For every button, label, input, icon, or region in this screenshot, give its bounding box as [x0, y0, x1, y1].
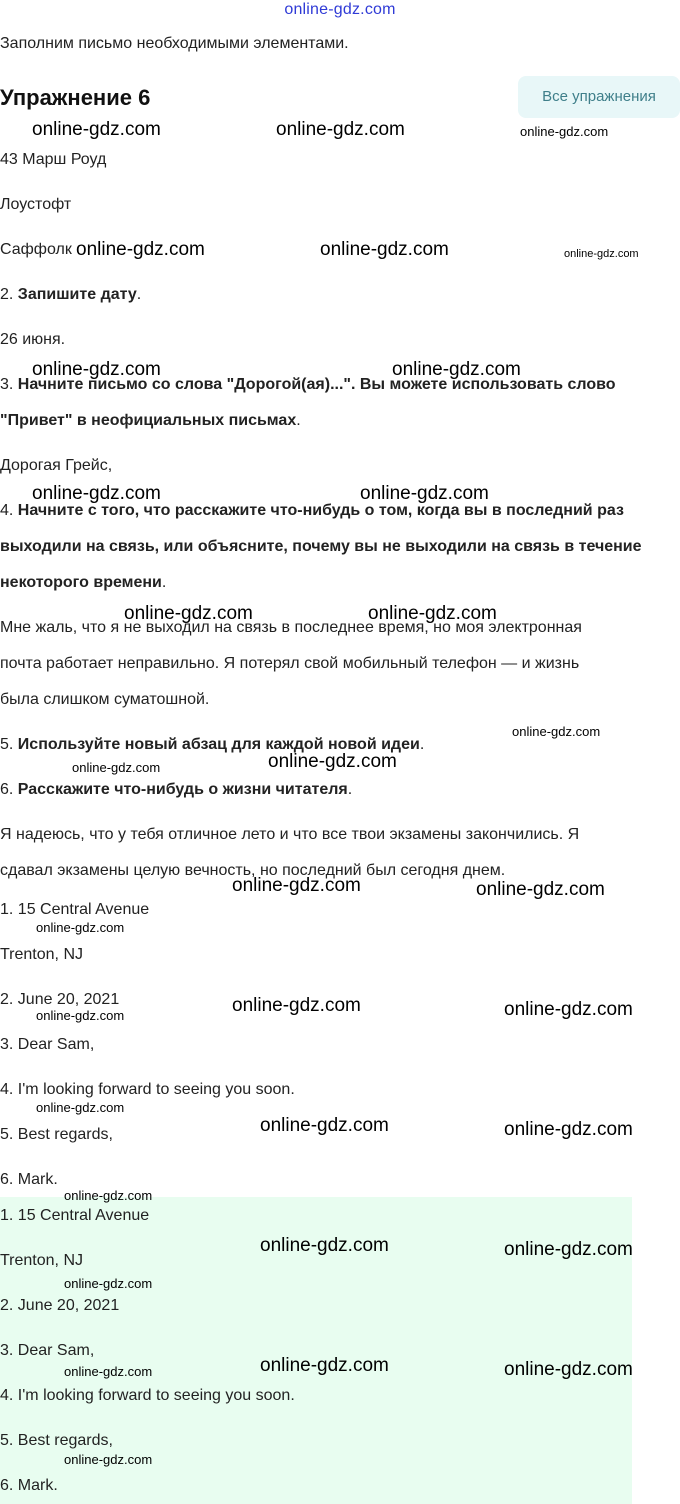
watermark: online-gdz.com [124, 603, 253, 624]
step-3-line-2 [0, 411, 301, 431]
step-4-number: 4. [0, 502, 18, 519]
step-2-number: 2. [0, 286, 18, 303]
watermark: online-gdz.com [36, 920, 125, 935]
step-2-instruction: Запишите дату [17, 286, 137, 303]
watermark: online-gdz.com [368, 603, 497, 624]
watermark: online-gdz.com [520, 124, 609, 139]
step-4-instruction-1: Начните с того, что расскажите что-нибудь о том, когда вы в последний раз [17, 502, 624, 519]
answer-line: 3. Dear Sam, [0, 1036, 95, 1053]
site-logo[interactable]: online-gdz.com [284, 1, 396, 18]
step-4-end: . [161, 574, 167, 591]
watermark: online-gdz.com [64, 1452, 153, 1467]
address-line-1: 43 Марш Роуд [0, 151, 107, 168]
watermark: online-gdz.com [512, 724, 601, 739]
watermark: online-gdz.com [76, 239, 205, 260]
watermark: online-gdz.com [360, 483, 489, 504]
answer-box-line: Trenton, NJ [0, 1252, 83, 1269]
step-3-instruction-2: "Привет" в неофициальных письмах [0, 412, 297, 429]
step-4-instruction-3: некоторого времени [0, 574, 162, 591]
step-6-instruction: Расскажите что-нибудь о жизни читателя [17, 781, 348, 798]
watermark: online-gdz.com [32, 483, 161, 504]
watermark: online-gdz.com [564, 248, 639, 260]
all-exercises-button[interactable]: Все упражнения [518, 76, 680, 118]
watermark: online-gdz.com [232, 995, 361, 1016]
watermark: online-gdz.com [504, 1119, 633, 1140]
watermark: online-gdz.com [504, 999, 633, 1020]
watermark: online-gdz.com [72, 760, 161, 775]
paragraph-2-line-1: Я надеюсь, что у тебя отличное лето и что все твои экзамены закончились. Я [0, 826, 580, 843]
watermark: online-gdz.com [260, 1235, 389, 1256]
watermark: online-gdz.com [504, 1239, 633, 1260]
greeting-line: Дорогая Грейс, [0, 457, 113, 474]
step-4-instruction-2: выходили на связь, или объясните, почему вы не выходили на связь в течение [0, 538, 642, 555]
watermark: online-gdz.com [232, 875, 361, 896]
watermark: online-gdz.com [320, 239, 449, 260]
watermark: online-gdz.com [276, 119, 405, 140]
step-6-end: . [347, 781, 353, 798]
watermark: online-gdz.com [392, 359, 521, 380]
step-5-number: 5. [0, 736, 18, 753]
watermark: online-gdz.com [36, 1100, 125, 1115]
step-6 [0, 780, 352, 800]
step-2-end: . [136, 286, 142, 303]
paragraph-1-line-2: почта работает неправильно. Я потерял свой мобильный телефон — и жизнь [0, 655, 580, 672]
answer-line: 1. 15 Central Avenue [0, 901, 150, 918]
intro-text: Заполним письмо необходимыми элементами. [0, 35, 349, 52]
answer-box-line: 6. Mark. [0, 1477, 58, 1494]
step-3-instruction-1: Начните письмо со слова "Дорогой(ая)...". Вы можете использовать слово [17, 376, 616, 393]
answer-box-line: 2. June 20, 2021 [0, 1297, 120, 1314]
watermark: online-gdz.com [64, 1276, 153, 1291]
answer-box-line: 1. 15 Central Avenue [0, 1207, 150, 1224]
step-5-instruction: Используйте новый абзац для каждой новой идеи [17, 736, 420, 753]
date-line: 26 июня. [0, 331, 66, 348]
step-5-end: . [419, 736, 425, 753]
step-4-line-3 [0, 573, 166, 593]
watermark: online-gdz.com [476, 879, 605, 900]
answer-box-line: 5. Best regards, [0, 1432, 113, 1449]
answer-line: 5. Best regards, [0, 1126, 113, 1143]
exercise-title: Упражнение 6 [0, 85, 151, 110]
watermark: online-gdz.com [32, 119, 161, 140]
watermark: online-gdz.com [64, 1364, 153, 1379]
address-line-2: Лоустофт [0, 196, 72, 213]
paragraph-1-line-3: была слишком суматошной. [0, 691, 210, 708]
watermark: online-gdz.com [64, 1188, 153, 1203]
answer-box-line: 3. Dear Sam, [0, 1342, 95, 1359]
answer-line: 2. June 20, 2021 [0, 991, 120, 1008]
watermark: online-gdz.com [260, 1115, 389, 1136]
watermark: online-gdz.com [260, 1355, 389, 1376]
answer-line: Trenton, NJ [0, 946, 83, 963]
answer-box-line: 4. I'm looking forward to seeing you soon. [0, 1387, 295, 1404]
step-3-number: 3. [0, 376, 18, 393]
watermark: online-gdz.com [504, 1359, 633, 1380]
step-6-number: 6. [0, 781, 18, 798]
paragraph-2-line-2: сдавал экзамены целую вечность, но последний был сегодня днем. [0, 862, 506, 879]
address-line-3: Саффолк [0, 241, 72, 258]
step-3-end: . [296, 412, 301, 429]
watermark: online-gdz.com [268, 751, 397, 772]
answer-line: 4. I'm looking forward to seeing you soon. [0, 1081, 295, 1098]
paragraph-1-line-1: Мне жаль, что я не выходил на связь в последнее время, но моя электронная [0, 619, 582, 636]
step-2 [0, 285, 141, 305]
answer-line: 6. Mark. [0, 1171, 58, 1188]
watermark: online-gdz.com [36, 1008, 125, 1023]
watermark: online-gdz.com [32, 359, 161, 380]
